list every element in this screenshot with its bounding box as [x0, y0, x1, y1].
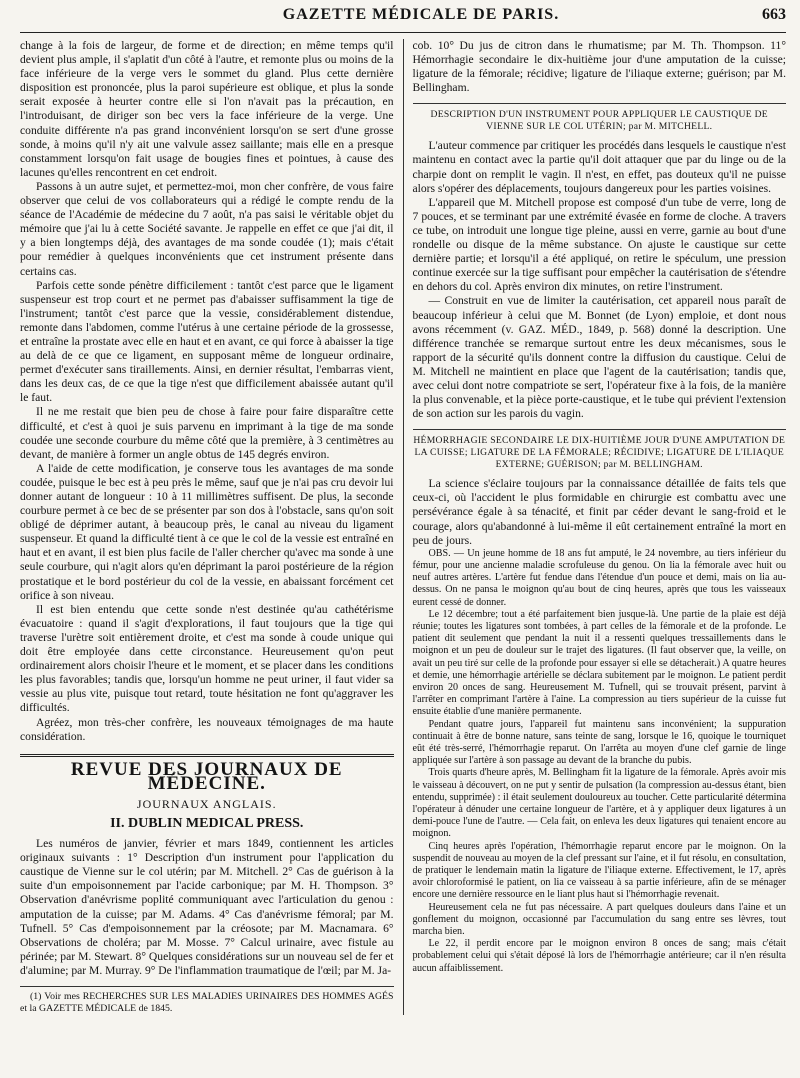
paragraph: — Construit en vue de limiter la cautérisation, cet appareil nous paraît de beaucoup inférieur à celui que M. Bonnet (de Lyon) emploie, et dont nous avons récemment (v. GAZ. MÉD., 1849, p. 568) donné la description. Une différence tranchée se remarque surtout entre les deux mécanismes, sous le rapport de la sécurité qu'ils donnent contre la diffusion du caustique. Celui de M. Mitchell ne maintient en place que l'agent de la cautérisation; tandis que, avec celui dont notre compatriote se sert, l'opérateur fixe à la fois, de la manière la plus convenable, et la pièce porte-caustique, et le tube qui prévient l'extension de son action sur les parois du vagin.	[412, 294, 786, 421]
revue-title: REVUE DES JOURNAUX DE MÉDECINE.	[70, 758, 343, 794]
observation-paragraph: Cinq heures après l'opération, l'hémorrhagie reparut encore par le moignon. On la suspendit de nouveau au moyen de la clef pressant sur l'aine, et il fut résolu, en consultation, de pratiquer le lendemain matin la ligature de l'iliaque externe. Effectivement, le 17, après avoir chloroformisé le patient, on lia ce vaisseau à sa partie inférieure, afin de se ménager encore une dernière ressource en le liant plus haut si l'hémorrhagie revenait.	[412, 840, 786, 901]
running-title: GAZETTE MÉDICALE DE PARIS.	[282, 6, 560, 23]
section-heading-bellingham	[413, 429, 787, 471]
paragraph: change à la fois de largeur, de forme et de direction; en même temps qu'il devient plus ample, il s'aplatit d'un côté à l'autre, et remonte plus ou moins de la face inférieure de la verge vers le sommet du gland. Plus cette dernière disposition est prononcée, plus la paroi supérieure est oblique, et plus la sonde serait exposée à heurter contre elle si l'on n'avait pas la précaution, en l'introduisant, de diriger son bec vers la face inférieure de la verge. Une conduite différente n'a pas grand inconvénient lorsqu'on se sert d'une grosse sonde, à moins qu'il n'y ait une valvule assez saillante; mais elle en a presque constamment lorsqu'on fait usage de bougies fines et pointues, à cause des lacunes qu'elles rencontrent en cet endroit.	[20, 39, 394, 179]
observation-paragraph: OBS. — Un jeune homme de 18 ans fut amputé, le 24 novembre, au tiers inférieur du fémur, pour une ancienne maladie scrofuleuse du genou. On lia la fémorale avec huit ou neuf autres artères. L'artère fut fendue dans l'étendue d'un pouce et demi, mais on lia au-dessus. On ne pansa le moignon qu'au bout de cinq heures, après que tous les vaisseaux eurent cessé de donner.	[412, 547, 786, 608]
paragraph: Parfois cette sonde pénètre difficilement : tantôt c'est parce que le ligament suspenseur est trop court et ne permet pas d'abaisser suffisamment la tige de l'instrument; tantôt c'est parce que la vessie, considérablement distendue, remonte dans l'abdomen, comme l'utérus à une certaine période de la grossesse, et entraîne la prostate avec elle en haut et en avant, ce qui force à abaisser la tige au delà de ce que ce ligament, en supposant même de longueur ordinaire, permet d'exécuter sans tiraillements. Ainsi, en dernier résultat, l'embarras vient, dans les deux cas, de ce que la tige n'est que difficilement abaissée autant qu'il le faut.	[20, 278, 394, 405]
journal-heading: II. DUBLIN MEDICAL PRESS.	[110, 815, 304, 831]
observation-paragraph: Pendant quatre jours, l'appareil fut maintenu sans inconvénient; la suppuration continuait à être de bonne nature, sans teinte de sang, lorsque le 16, quoique le tourniquet eût été très-serré, l'hémorrhagie reparut. On l'arrêta au moyen d'une clef garnie de linge appliquée sur l'artère à son passage au devant de la branche du pubis.	[412, 718, 786, 767]
observation-paragraph: Le 12 décembre; tout a été parfaitement bien jusque-là. Une partie de la plaie est déjà réunie; toutes les ligatures sont tombées, à part celles de la fémorale et de la profonde. Le patient dit seulement que pendant la nuit il a ressenti quelques tressaillements dans le moignon et un peu de douleur sur le trajet des ligatures. (Il faut observer que, la veille, on avait un peu tiré sur celle de la profonde pour essayer si elle se détacherait.) A quatre heures et demie, une hémorrhagie artérielle se déclara subitement par le moignon. Le patient perdit environ 20 onces de sang. Heureusement M. Tufnell, qui se trouvait présent, parvint à l'arrêter en comprimant l'artère à l'aine. La compression au tiers supérieur de la cuisse fut ensuite établie d'une manière permanente.	[412, 608, 786, 718]
paragraph: A l'aide de cette modification, je conserve tous les avantages de ma sonde coudée, puisque le bec est à peu près le même, sauf que je n'ai pas cru devoir lui donner autant de longueur : 10 à 11 millimètres suffisent. De plus, la seconde courbure permet à ce bec de se présenter par son dos à l'obstacle, sans qu'on soit obligé de déprimer autant, à beaucoup près, le canal au niveau du ligament suspenseur. Et quand la difficulté tient à ce que le col de la vessie est entraîné en haut et en avant, il est bien plus facile de l'aller chercher qu'avec ma sonde à une seule courbure, qui n'agit alors qu'en déprimant la paroi postérieure de la région prostatique et le bord postérieur du col de la vessie, en abaissant forcément cet orifice à son niveau.	[20, 461, 394, 602]
observation-block	[413, 548, 787, 975]
paragraph: L'auteur commence par critiquer les procédés dans lesquels le caustique n'est maintenu en contact avec la partie qu'il doit attaquer que par du linge ou de la charpie dont on remplit le vagin. Il n'est, en effet, pas douteux qu'il ne puisse alors s'opérer des déplacements, toujours dangereux pour les parties voisines.	[412, 139, 786, 195]
footnote	[20, 986, 394, 1015]
observation-paragraph: Heureusement cela ne fut pas nécessaire. A part quelques douleurs dans l'aine et un gonflement du moignon, occasionné par l'accumulation du sang entre ses lèvres, tout marcha bien.	[412, 901, 786, 938]
divider	[413, 429, 787, 430]
observation-paragraph: Trois quarts d'heure après, M. Bellingham fit la ligature de la fémorale. Après avoir mis le vaisseau à découvert, on ne put y sentir de pulsation (la compression au-dessus étant, bien entendu, supprimée) : il était seulement douloureux au toucher. Cette particularité détermina l'opérateur à dénuder une certaine longueur de l'artère, et à y appliquer deux ligatures à un demi-pouce l'une de l'autre. — Cela fait, on enleva les deux ligatures qui tenaient encore au moignon.	[412, 767, 786, 840]
footnote-text: (1) Voir mes RECHERCHES SUR LES MALADIES URINAIRES DES HOMMES AGÉS et la GAZETTE MÉDICALE de 1845.	[20, 991, 394, 1014]
paragraph: Il est bien entendu que cette sonde n'est destinée qu'au cathétérisme évacuatoire : quand il s'agit d'explorations, il faut toujours que la tige qui traverse l'urètre soit entièrement droite, et c'est ma sonde à coude unique qui doit être employée dans cette circonstance. Heureusement qu'on peut ordinairement alors choisir l'heure et le moment, et se placer dans les conditions les plus favorables; tandis que, lorsqu'un homme ne peut uriner, il faut vider sa vessie au plus vite, puisque tout retard, toute hésitation ne font qu'aggraver les difficultés.	[20, 602, 394, 715]
page-number: 663	[762, 6, 786, 23]
section-heading-text: HÉMORRHAGIE SECONDAIRE LE DIX-HUITIÈME JOUR D'UNE AMPUTATION DE LA CUISSE; LIGATURE DE LA FÉMORALE; RÉCIDIVE; LIGATURE DE L'ILIAQUE EXTERNE; GUÉRISON; par M. BELLINGHAM.	[413, 435, 786, 471]
section-heading-mitchell	[413, 103, 787, 133]
paragraph: Agréez, mon très-cher confrère, les nouveaux témoignages de ma haute considération.	[20, 715, 394, 743]
paragraph: La science s'éclaire toujours par la connaissance détaillée de faits tels que ceux-ci, où l'accident le plus formidable en chirurgie est combattu avec une persévérance égale à sa ténacité, et finit par céder devant le sang-froid et le courage, alors qu'abandonné à lui-même il eût certainement entraîné la mort en peu de jours.	[412, 477, 786, 547]
observation-paragraph: Le 22, il perdit encore par le moignon environ 8 onces de sang; mais c'était probablement celui qui s'était déposé là lors de l'hémorrhagie antérieure; car il n'en résulta aucun affaiblissement.	[412, 938, 786, 974]
paragraph: L'appareil que M. Mitchell propose est composé d'un tube de verre, long de 7 pouces, et se terminant par une extrémité évasée en forme de cloche. A travers ce tube, on introduit une longue tige pleine, aussi en verre, garnie au bout d'une rondelle ou disque de la même substance. On ajuste le caustique sur cette dernière partie; et lorsqu'il a été appliqué, on retire le spéculum, une pression continue exercée sur la tige suffisant pour empêcher la cautérisation de s'étendre en dehors du col. Après environ dix minutes, on retire l'instrument.	[412, 195, 786, 294]
divider	[413, 103, 787, 104]
two-column-body	[20, 39, 786, 1015]
revue-intro: Les numéros de janvier, février et mars 1849, contiennent les articles originaux suivants : 1° Description d'un instrument pour l'application du caustique de Vienne sur le col utérin; par M. Mitchell. 2° Cas de guérison à la suite d'un empoisonnement par l'acide carbonique; par M. H. Thompson. 3° Observation d'anévrisme poplité communiquant avec l'articulation du genou : amputation de la cuisse; par M. Adams. 4° Cas d'anévrisme fémoral; par M. Tufnell. 5° Cas d'empoisonnement par la créosote; par M. Macnamara. 6° Observations de choléra; par M. Mosse. 7° Calcul urinaire, avec fistule au périnée; par M. Stewart. 8° Quelques considérations sur un nouveau sel de fer et d'alumine; par M. Murray. 9° De l'inflammation traumatique de l'œil; par M. Ja-	[20, 837, 394, 977]
revue-subtitle: JOURNAUX ANGLAIS.	[136, 796, 277, 811]
left-column	[20, 39, 403, 1015]
double-rule-divider	[20, 754, 394, 757]
revue-section	[20, 754, 394, 978]
section-heading-text: DESCRIPTION D'UN INSTRUMENT POUR APPLIQUER LE CAUSTIQUE DE VIENNE SUR LE COL UTÉRIN; par M. MITCHELL.	[430, 109, 768, 133]
page-header	[20, 6, 786, 33]
paragraph: Passons à un autre sujet, et permettez-moi, mon cher confrère, de vous faire observer que celui de vos collaborateurs qui a rédigé le compte rendu de la séance de l'Académie de médecine du 7 août, n'a pas saisi le véritable objet du mémoire que j'ai lu à cette Société savante. Je rappelle en effet ce que j'ai dit, il y a bien longtemps déjà, des avantages de ma sonde coudée (1); mais c'était pour remédier à quelques inconvénients que cet instrument présente dans certains cas.	[20, 179, 394, 278]
paragraph: cob. 10° Du jus de citron dans le rhumatisme; par M. Th. Thompson. 11° Hémorrhagie secondaire le dix-huitième jour d'une amputation de la cuisse; ligature de la fémorale; récidive; ligature de l'iliaque externe; guérison; par M. Bellingham.	[412, 39, 786, 95]
paragraph: Il ne me restait que bien peu de chose à faire pour faire disparaître cette difficulté, et c'est à quoi je suis parvenu en imprimant à la tige de ma sonde coudée une seconde courbure du même côté que la première, à 3 centimètres au devant, de manière à former un angle obtus de 145 degrés environ.	[20, 405, 394, 461]
right-column	[403, 39, 787, 1015]
